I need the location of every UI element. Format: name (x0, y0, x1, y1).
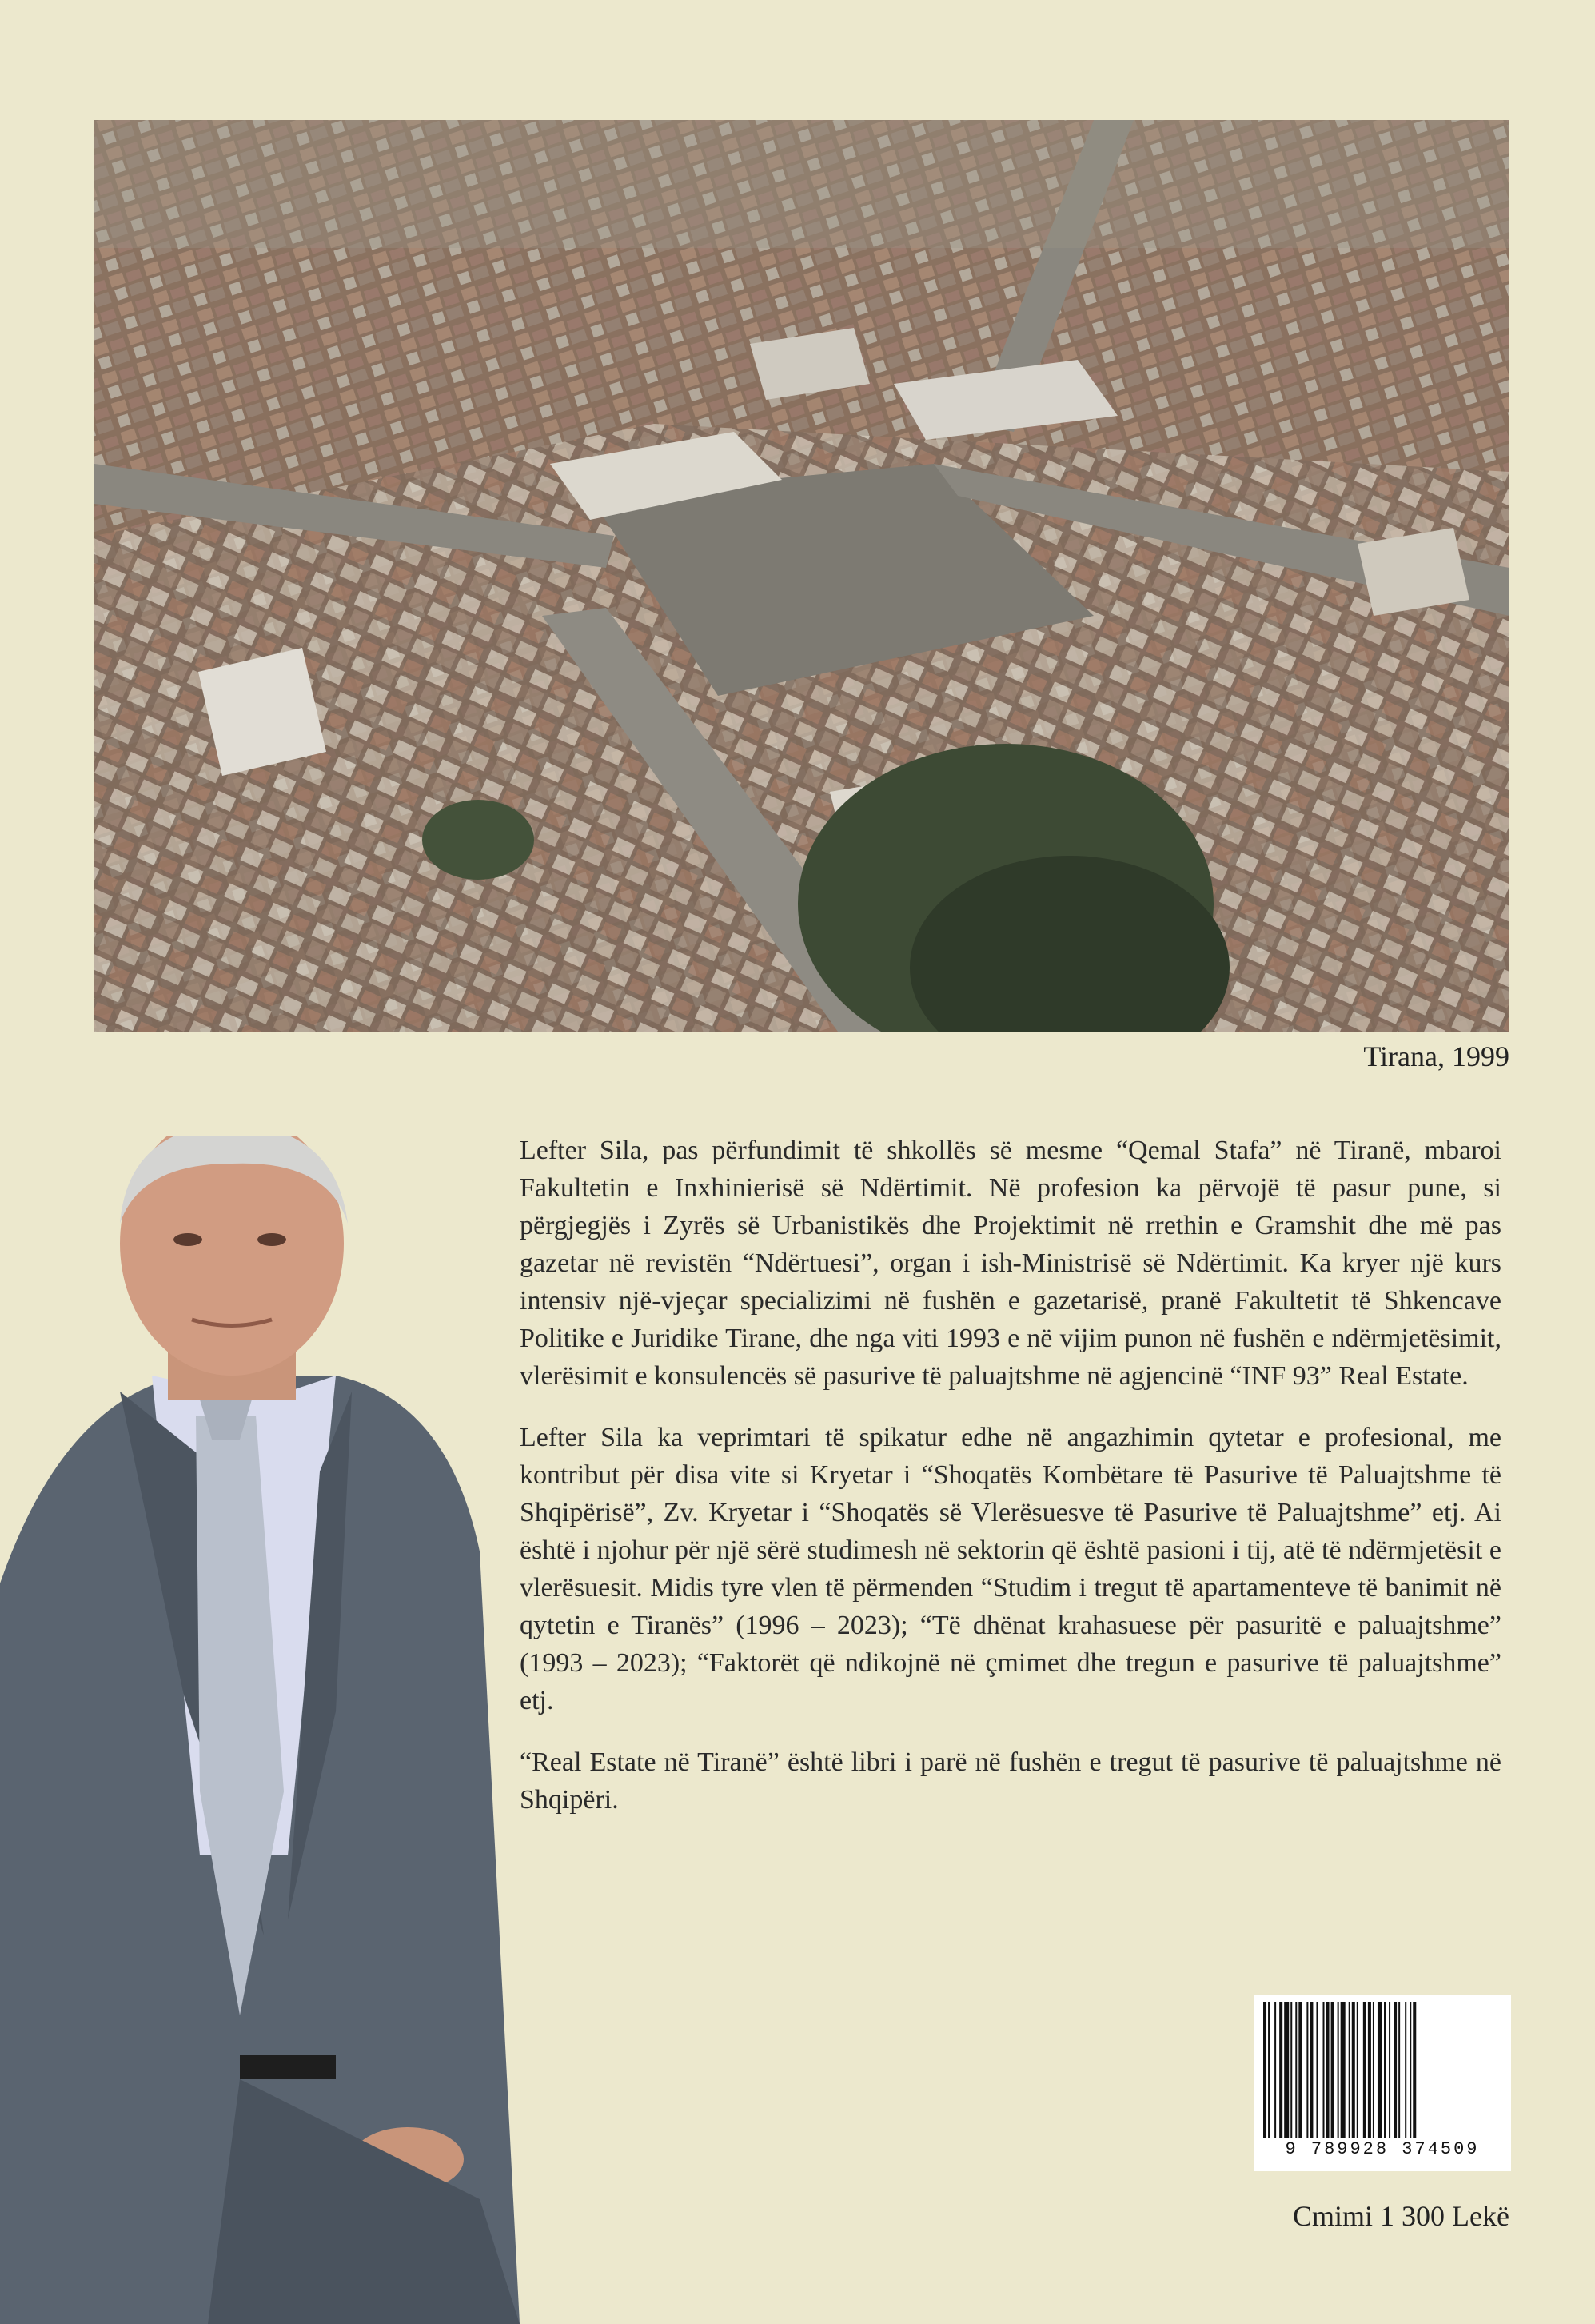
isbn-number: 9 789928 374509 (1285, 2139, 1480, 2159)
barcode-bars (1262, 2002, 1503, 2138)
bio-paragraph: Lefter Sila, pas përfundimit të shkollës së mesme “Qemal Stafa” në Tiranë, mbaroi Fakultetin e Inxhinierisë së Ndërtimit. Në profesion ka përvojë të pasur pune, si përgjegjës i Zyrës së Urbanistikës dhe Projektimit në rrethin e Gramshit dhe më pas gazetar në revistën “Ndërtuesi”, organ i ish-Ministrisë së Ndërtimit. Ka kryer një kurs intensiv një-vjeçar specializimi në fushën e gazetarisë, pranë Fakultetit të Shkencave Politike e Juridike Tirane, dhe nga viti 1993 e në vijim punon në fushën e ndërmjetësimit, vlerësimit e konsulencës së pasurive të paluajtshme në agjencinë “INF 93” Real Estate. (520, 1136, 1501, 1391)
price-label: Cmimi 1 300 Lekë (1293, 2200, 1509, 2232)
author-portrait (0, 1136, 520, 2324)
isbn-barcode (1254, 1995, 1511, 2171)
aerial-city-photo (94, 120, 1509, 1032)
photo-caption: Tirana, 1999 (1363, 1040, 1509, 1072)
author-biography (520, 1132, 1501, 1843)
bio-paragraph: Lefter Sila ka veprimtari të spikatur edhe në angazhimin qytetar e profesional, me kontribut për disa vite si Kryetar i “Shoqatës Kombëtare të Pasurive të Paluajtshme të Shqipërisë”, Zv. Kryetar i “Shoqatës së Vlerësuesve të Pasurive të Paluajtshme” etj. Ai është i njohur për një sërë studimesh në sektorin që është pasioni i tij, atë të ndërmjetësit e vlerësuesit. Midis tyre vlen të përmenden “Studim i tregut të apartamenteve të banimit në qytetin e Tiranës” (1996 – 2023); “Të dhënat krahasuese për pasuritë e paluajtshme” (1993 – 2023); “Faktorët që ndikojnë në çmimet dhe tregun e pasurive të paluajtshme” etj. (520, 1423, 1501, 1715)
bio-paragraph: “Real Estate në Tiranë” është libri i parë në fushën e tregut të pasurive të paluajtshme në Shqipëri. (520, 1747, 1501, 1815)
